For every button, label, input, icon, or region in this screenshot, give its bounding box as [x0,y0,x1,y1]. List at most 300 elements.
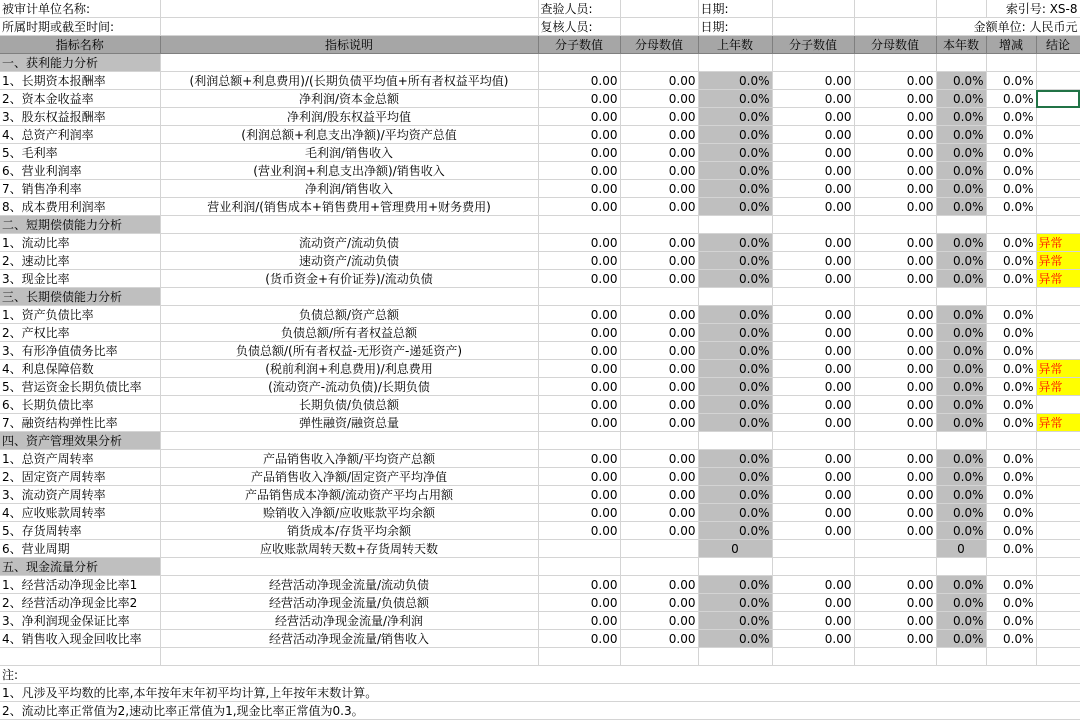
prev-year-cell[interactable]: 0.0% [698,414,772,432]
indicator-desc-cell[interactable]: 经营活动净现金流量/流动负债 [160,576,538,594]
numerator-cur-cell[interactable]: 0.00 [772,198,854,216]
numerator-prev-cell[interactable]: 0.00 [538,90,620,108]
denominator-prev-cell[interactable]: 0.00 [620,324,698,342]
audit-unit-label[interactable]: 被审计单位名称: [0,0,160,18]
prev-year-cell[interactable]: 0.0% [698,360,772,378]
empty-cell[interactable] [772,648,854,666]
cur-year-cell[interactable]: 0.0% [936,162,986,180]
change-cell[interactable]: 0.0% [986,162,1036,180]
cur-year-cell[interactable]: 0.0% [936,342,986,360]
indicator-name-cell[interactable]: 7、销售净利率 [0,180,160,198]
conclusion-cell[interactable] [1036,126,1080,144]
denominator-cur-cell[interactable]: 0.00 [854,486,936,504]
empty-cell[interactable] [986,54,1036,72]
empty-cell[interactable] [538,432,620,450]
empty-cell[interactable] [698,288,772,306]
indicator-name-cell[interactable]: 2、资本金收益率 [0,90,160,108]
cur-year-cell[interactable]: 0.0% [936,576,986,594]
cur-year-cell[interactable]: 0.0% [936,144,986,162]
denominator-cur-cell[interactable]: 0.00 [854,342,936,360]
cur-year-cell[interactable]: 0.0% [936,468,986,486]
conclusion-cell[interactable] [1036,306,1080,324]
change-cell[interactable]: 0.0% [986,378,1036,396]
indicator-desc-cell[interactable]: 负债总额/资产总额 [160,306,538,324]
denominator-cur-cell[interactable]: 0.00 [854,234,936,252]
numerator-prev-cell[interactable]: 0.00 [538,468,620,486]
indicator-desc-cell[interactable]: 净利润/股东权益平均值 [160,108,538,126]
empty-cell[interactable] [772,558,854,576]
change-cell[interactable]: 0.0% [986,270,1036,288]
conclusion-cell[interactable] [1036,576,1080,594]
numerator-prev-cell[interactable]: 0.00 [538,198,620,216]
conclusion-cell[interactable]: 异常 [1036,270,1080,288]
indicator-desc-cell[interactable]: 经营活动净现金流量/净利润 [160,612,538,630]
prev-year-cell[interactable]: 0.0% [698,522,772,540]
denominator-prev-cell[interactable]: 0.00 [620,468,698,486]
denominator-cur-cell[interactable]: 0.00 [854,468,936,486]
denominator-prev-cell[interactable]: 0.00 [620,126,698,144]
indicator-name-cell[interactable]: 2、速动比率 [0,252,160,270]
indicator-name-cell[interactable]: 1、经营活动净现金比率1 [0,576,160,594]
denominator-prev-cell[interactable]: 0.00 [620,504,698,522]
indicator-desc-cell[interactable]: (货币资金+有价证券)/流动负债 [160,270,538,288]
indicator-desc-cell[interactable]: 弹性融资/融资总量 [160,414,538,432]
numerator-cur-cell[interactable]: 0.00 [772,612,854,630]
col-change[interactable]: 增减 [986,36,1036,54]
cur-year-cell[interactable]: 0.0% [936,90,986,108]
empty-cell[interactable] [986,216,1036,234]
numerator-cur-cell[interactable]: 0.00 [772,396,854,414]
numerator-prev-cell[interactable]: 0.00 [538,252,620,270]
conclusion-cell[interactable] [1036,450,1080,468]
col-indicator-desc[interactable]: 指标说明 [160,36,538,54]
indicator-desc-cell[interactable]: (营业利润+利息支出净额)/销售收入 [160,162,538,180]
empty-cell[interactable] [772,216,854,234]
cur-year-cell[interactable]: 0.0% [936,594,986,612]
cur-year-cell[interactable]: 0.0% [936,630,986,648]
empty-cell[interactable] [698,648,772,666]
indicator-name-cell[interactable]: 4、销售收入现金回收比率 [0,630,160,648]
section-title[interactable]: 五、现金流量分析 [0,558,160,576]
cur-year-cell[interactable]: 0.0% [936,522,986,540]
conclusion-cell[interactable] [1036,162,1080,180]
change-cell[interactable]: 0.0% [986,486,1036,504]
empty-cell[interactable] [854,288,936,306]
numerator-prev-cell[interactable]: 0.00 [538,72,620,90]
conclusion-cell[interactable] [1036,198,1080,216]
indicator-desc-cell[interactable]: 毛利润/销售收入 [160,144,538,162]
indicator-name-cell[interactable]: 4、应收账款周转率 [0,504,160,522]
empty-cell[interactable] [698,432,772,450]
denominator-cur-cell[interactable]: 0.00 [854,252,936,270]
conclusion-cell[interactable] [1036,486,1080,504]
denominator-prev-cell[interactable]: 0.00 [620,342,698,360]
conclusion-cell[interactable]: 异常 [1036,360,1080,378]
numerator-cur-cell[interactable]: 0.00 [772,126,854,144]
conclusion-cell[interactable] [1036,522,1080,540]
prev-year-cell[interactable]: 0.0% [698,396,772,414]
indicator-name-cell[interactable]: 3、现金比率 [0,270,160,288]
denominator-prev-cell[interactable]: 0.00 [620,72,698,90]
date1-label[interactable]: 日期: [698,0,772,18]
change-cell[interactable]: 0.0% [986,396,1036,414]
note-text[interactable]: 2、流动比率正常值为2,速动比率正常值为1,现金比率正常值为0.3。 [0,702,1080,720]
conclusion-cell[interactable]: 异常 [1036,414,1080,432]
change-cell[interactable]: 0.0% [986,180,1036,198]
indicator-name-cell[interactable]: 5、营运资金长期负债比率 [0,378,160,396]
numerator-cur-cell[interactable] [772,540,854,558]
denominator-cur-cell[interactable]: 0.00 [854,522,936,540]
numerator-cur-cell[interactable]: 0.00 [772,162,854,180]
empty-cell[interactable] [1036,54,1080,72]
change-cell[interactable]: 0.0% [986,468,1036,486]
conclusion-cell[interactable]: 异常 [1036,252,1080,270]
indicator-name-cell[interactable]: 4、利息保障倍数 [0,360,160,378]
prev-year-cell[interactable]: 0.0% [698,576,772,594]
numerator-cur-cell[interactable]: 0.00 [772,306,854,324]
prev-year-cell[interactable]: 0.0% [698,108,772,126]
empty-cell[interactable] [936,558,986,576]
conclusion-cell[interactable] [1036,180,1080,198]
col-prev-year[interactable]: 上年数 [698,36,772,54]
change-cell[interactable]: 0.0% [986,522,1036,540]
change-cell[interactable]: 0.0% [986,306,1036,324]
denominator-cur-cell[interactable]: 0.00 [854,504,936,522]
empty-cell[interactable] [698,54,772,72]
denominator-prev-cell[interactable]: 0.00 [620,414,698,432]
numerator-cur-cell[interactable]: 0.00 [772,144,854,162]
numerator-prev-cell[interactable]: 0.00 [538,486,620,504]
denominator-cur-cell[interactable]: 0.00 [854,270,936,288]
empty-cell[interactable] [620,432,698,450]
numerator-cur-cell[interactable]: 0.00 [772,90,854,108]
prev-year-cell[interactable]: 0.0% [698,594,772,612]
denominator-prev-cell[interactable]: 0.00 [620,252,698,270]
prev-year-cell[interactable]: 0 [698,540,772,558]
numerator-prev-cell[interactable]: 0.00 [538,126,620,144]
cur-year-cell[interactable]: 0.0% [936,270,986,288]
prev-year-cell[interactable]: 0.0% [698,180,772,198]
cur-year-cell[interactable]: 0.0% [936,198,986,216]
denominator-cur-cell[interactable]: 0.00 [854,612,936,630]
prev-year-cell[interactable]: 0.0% [698,90,772,108]
change-cell[interactable]: 0.0% [986,342,1036,360]
indicator-name-cell[interactable]: 3、有形净值债务比率 [0,342,160,360]
cur-year-cell[interactable]: 0.0% [936,612,986,630]
empty-cell[interactable] [538,558,620,576]
section-title[interactable]: 二、短期偿债能力分析 [0,216,160,234]
empty-cell[interactable] [854,558,936,576]
indicator-desc-cell[interactable]: 产品销售成本净额/流动资产平均占用额 [160,486,538,504]
prev-year-cell[interactable]: 0.0% [698,234,772,252]
cur-year-cell[interactable]: 0.0% [936,72,986,90]
indicator-name-cell[interactable]: 8、成本费用利润率 [0,198,160,216]
indicator-name-cell[interactable]: 6、营业周期 [0,540,160,558]
change-cell[interactable]: 0.0% [986,612,1036,630]
empty-cell[interactable] [160,648,538,666]
indicator-desc-cell[interactable]: (流动资产-流动负债)/长期负债 [160,378,538,396]
prev-year-cell[interactable]: 0.0% [698,162,772,180]
change-cell[interactable]: 0.0% [986,630,1036,648]
section-title[interactable]: 三、长期偿债能力分析 [0,288,160,306]
numerator-cur-cell[interactable]: 0.00 [772,576,854,594]
indicator-desc-cell[interactable]: 净利润/资本金总额 [160,90,538,108]
empty-cell[interactable] [160,216,538,234]
denominator-cur-cell[interactable]: 0.00 [854,594,936,612]
cur-year-cell[interactable]: 0.0% [936,450,986,468]
numerator-prev-cell[interactable]: 0.00 [538,612,620,630]
numerator-prev-cell[interactable]: 0.00 [538,108,620,126]
numerator-prev-cell[interactable]: 0.00 [538,360,620,378]
section-title[interactable]: 一、获利能力分析 [0,54,160,72]
denominator-prev-cell[interactable]: 0.00 [620,270,698,288]
denominator-prev-cell[interactable]: 0.00 [620,450,698,468]
date2-label[interactable]: 日期: [698,18,772,36]
empty-cell[interactable] [986,288,1036,306]
indicator-name-cell[interactable]: 1、总资产周转率 [0,450,160,468]
empty-cell[interactable] [1036,288,1080,306]
change-cell[interactable]: 0.0% [986,414,1036,432]
numerator-prev-cell[interactable]: 0.00 [538,324,620,342]
empty-cell[interactable] [160,54,538,72]
empty-cell[interactable] [986,432,1036,450]
reviewer-label[interactable]: 复核人员: [538,18,620,36]
empty-cell[interactable] [936,648,986,666]
numerator-cur-cell[interactable]: 0.00 [772,522,854,540]
indicator-name-cell[interactable]: 6、营业利润率 [0,162,160,180]
note-text[interactable]: 注: [0,666,1080,684]
conclusion-cell[interactable]: 异常 [1036,234,1080,252]
cur-year-cell[interactable]: 0.0% [936,108,986,126]
col-conclusion[interactable]: 结论 [1036,36,1080,54]
change-cell[interactable]: 0.0% [986,198,1036,216]
numerator-cur-cell[interactable]: 0.00 [772,180,854,198]
empty-cell[interactable] [936,54,986,72]
period-label[interactable]: 所属时期或截至时间: [0,18,160,36]
indicator-name-cell[interactable]: 4、总资产利润率 [0,126,160,144]
conclusion-cell[interactable] [1036,612,1080,630]
conclusion-cell[interactable] [1036,108,1080,126]
denominator-cur-cell[interactable]: 0.00 [854,126,936,144]
conclusion-cell[interactable] [1036,396,1080,414]
indicator-name-cell[interactable]: 3、净利润现金保证比率 [0,612,160,630]
numerator-cur-cell[interactable]: 0.00 [772,324,854,342]
indicator-desc-cell[interactable]: 赊销收入净额/应收账款平均余额 [160,504,538,522]
change-cell[interactable]: 0.0% [986,594,1036,612]
cur-year-cell[interactable]: 0.0% [936,396,986,414]
prev-year-cell[interactable]: 0.0% [698,504,772,522]
denominator-prev-cell[interactable]: 0.00 [620,522,698,540]
empty-cell[interactable] [620,54,698,72]
empty-cell[interactable] [620,648,698,666]
empty-cell[interactable] [538,216,620,234]
cur-year-cell[interactable]: 0.0% [936,180,986,198]
col-numerator-prev[interactable]: 分子数值 [538,36,620,54]
indicator-desc-cell[interactable]: 经营活动净现金流量/销售收入 [160,630,538,648]
indicator-desc-cell[interactable]: 营业利润/(销售成本+销售费用+管理费用+财务费用) [160,198,538,216]
change-cell[interactable]: 0.0% [986,234,1036,252]
prev-year-cell[interactable]: 0.0% [698,378,772,396]
empty-cell[interactable] [936,288,986,306]
empty-cell[interactable] [538,288,620,306]
numerator-prev-cell[interactable]: 0.00 [538,378,620,396]
conclusion-cell[interactable] [1036,540,1080,558]
col-denominator-cur[interactable]: 分母数值 [854,36,936,54]
numerator-prev-cell[interactable] [538,540,620,558]
section-title[interactable]: 四、资产管理效果分析 [0,432,160,450]
conclusion-cell[interactable] [1036,144,1080,162]
denominator-cur-cell[interactable]: 0.00 [854,396,936,414]
numerator-cur-cell[interactable]: 0.00 [772,504,854,522]
denominator-prev-cell[interactable]: 0.00 [620,576,698,594]
empty-cell[interactable] [986,558,1036,576]
indicator-desc-cell[interactable]: 长期负债/负债总额 [160,396,538,414]
empty-cell[interactable] [1036,648,1080,666]
denominator-cur-cell[interactable]: 0.00 [854,324,936,342]
indicator-name-cell[interactable]: 2、经营活动净现金比率2 [0,594,160,612]
denominator-prev-cell[interactable]: 0.00 [620,486,698,504]
empty-cell[interactable] [160,288,538,306]
numerator-cur-cell[interactable]: 0.00 [772,342,854,360]
denominator-prev-cell[interactable]: 0.00 [620,630,698,648]
prev-year-cell[interactable]: 0.0% [698,306,772,324]
empty-cell[interactable] [772,288,854,306]
indicator-name-cell[interactable]: 3、股东权益报酬率 [0,108,160,126]
empty-cell[interactable] [620,288,698,306]
numerator-prev-cell[interactable]: 0.00 [538,414,620,432]
numerator-cur-cell[interactable]: 0.00 [772,486,854,504]
empty-cell[interactable] [620,216,698,234]
denominator-cur-cell[interactable]: 0.00 [854,144,936,162]
change-cell[interactable]: 0.0% [986,576,1036,594]
index-number-label[interactable]: 索引号: XS-8 [986,0,1080,18]
note-text[interactable]: 1、凡涉及平均数的比率,本年按年末年初平均计算,上年按年末数计算。 [0,684,1080,702]
indicator-name-cell[interactable]: 1、长期资本报酬率 [0,72,160,90]
prev-year-cell[interactable]: 0.0% [698,450,772,468]
denominator-prev-cell[interactable]: 0.00 [620,90,698,108]
indicator-desc-cell[interactable]: 速动资产/流动负债 [160,252,538,270]
numerator-prev-cell[interactable]: 0.00 [538,234,620,252]
currency-unit-label[interactable]: 金额单位: 人民币元 [936,18,1080,36]
numerator-cur-cell[interactable]: 0.00 [772,450,854,468]
change-cell[interactable]: 0.0% [986,252,1036,270]
indicator-name-cell[interactable]: 1、资产负债比率 [0,306,160,324]
numerator-cur-cell[interactable]: 0.00 [772,252,854,270]
empty-cell[interactable] [854,432,936,450]
denominator-prev-cell[interactable]: 0.00 [620,378,698,396]
denominator-prev-cell[interactable] [620,540,698,558]
numerator-prev-cell[interactable]: 0.00 [538,450,620,468]
change-cell[interactable]: 0.0% [986,540,1036,558]
change-cell[interactable]: 0.0% [986,90,1036,108]
numerator-prev-cell[interactable]: 0.00 [538,396,620,414]
change-cell[interactable]: 0.0% [986,504,1036,522]
indicator-desc-cell[interactable]: 负债总额/(所有者权益-无形资产-递延资产) [160,342,538,360]
denominator-prev-cell[interactable]: 0.00 [620,108,698,126]
empty-cell[interactable] [772,54,854,72]
change-cell[interactable]: 0.0% [986,72,1036,90]
cur-year-cell[interactable]: 0.0% [936,306,986,324]
numerator-prev-cell[interactable]: 0.00 [538,576,620,594]
numerator-prev-cell[interactable]: 0.00 [538,522,620,540]
checker-label[interactable]: 查验人员: [538,0,620,18]
numerator-prev-cell[interactable]: 0.00 [538,594,620,612]
prev-year-cell[interactable]: 0.0% [698,324,772,342]
denominator-prev-cell[interactable]: 0.00 [620,360,698,378]
empty-cell[interactable] [698,216,772,234]
prev-year-cell[interactable]: 0.0% [698,144,772,162]
denominator-cur-cell[interactable]: 0.00 [854,162,936,180]
numerator-cur-cell[interactable]: 0.00 [772,360,854,378]
prev-year-cell[interactable]: 0.0% [698,342,772,360]
numerator-cur-cell[interactable]: 0.00 [772,378,854,396]
conclusion-cell[interactable] [1036,504,1080,522]
conclusion-cell[interactable] [1036,342,1080,360]
numerator-prev-cell[interactable]: 0.00 [538,306,620,324]
indicator-desc-cell[interactable]: (税前利润+利息费用)/利息费用 [160,360,538,378]
empty-cell[interactable] [1036,558,1080,576]
empty-cell[interactable] [854,648,936,666]
empty-cell[interactable] [772,432,854,450]
prev-year-cell[interactable]: 0.0% [698,126,772,144]
denominator-cur-cell[interactable]: 0.00 [854,180,936,198]
prev-year-cell[interactable]: 0.0% [698,270,772,288]
col-denominator-prev[interactable]: 分母数值 [620,36,698,54]
numerator-cur-cell[interactable]: 0.00 [772,270,854,288]
indicator-name-cell[interactable]: 2、产权比率 [0,324,160,342]
denominator-cur-cell[interactable]: 0.00 [854,576,936,594]
empty-cell[interactable] [538,648,620,666]
denominator-cur-cell[interactable]: 0.00 [854,630,936,648]
numerator-prev-cell[interactable]: 0.00 [538,504,620,522]
change-cell[interactable]: 0.0% [986,126,1036,144]
numerator-cur-cell[interactable]: 0.00 [772,630,854,648]
indicator-desc-cell[interactable]: 负债总额/所有者权益总额 [160,324,538,342]
denominator-cur-cell[interactable]: 0.00 [854,450,936,468]
indicator-desc-cell[interactable]: 净利润/销售收入 [160,180,538,198]
conclusion-cell[interactable] [1036,594,1080,612]
conclusion-cell[interactable] [1036,468,1080,486]
cur-year-cell[interactable]: 0 [936,540,986,558]
numerator-prev-cell[interactable]: 0.00 [538,180,620,198]
empty-cell[interactable] [936,432,986,450]
indicator-name-cell[interactable]: 7、融资结构弹性比率 [0,414,160,432]
conclusion-cell[interactable] [1036,90,1080,108]
denominator-cur-cell[interactable] [854,540,936,558]
empty-cell[interactable] [0,648,160,666]
indicator-desc-cell[interactable]: 流动资产/流动负债 [160,234,538,252]
denominator-cur-cell[interactable]: 0.00 [854,378,936,396]
cur-year-cell[interactable]: 0.0% [936,360,986,378]
denominator-cur-cell[interactable]: 0.00 [854,306,936,324]
indicator-desc-cell[interactable]: 产品销售收入净额/平均资产总额 [160,450,538,468]
numerator-prev-cell[interactable]: 0.00 [538,630,620,648]
cur-year-cell[interactable]: 0.0% [936,324,986,342]
numerator-prev-cell[interactable]: 0.00 [538,162,620,180]
cur-year-cell[interactable]: 0.0% [936,252,986,270]
cur-year-cell[interactable]: 0.0% [936,486,986,504]
numerator-cur-cell[interactable]: 0.00 [772,468,854,486]
indicator-name-cell[interactable]: 1、流动比率 [0,234,160,252]
conclusion-cell[interactable] [1036,630,1080,648]
cur-year-cell[interactable]: 0.0% [936,234,986,252]
empty-cell[interactable] [620,558,698,576]
denominator-cur-cell[interactable]: 0.00 [854,360,936,378]
cur-year-cell[interactable]: 0.0% [936,126,986,144]
cur-year-cell[interactable]: 0.0% [936,504,986,522]
empty-cell[interactable] [854,216,936,234]
numerator-cur-cell[interactable]: 0.00 [772,414,854,432]
